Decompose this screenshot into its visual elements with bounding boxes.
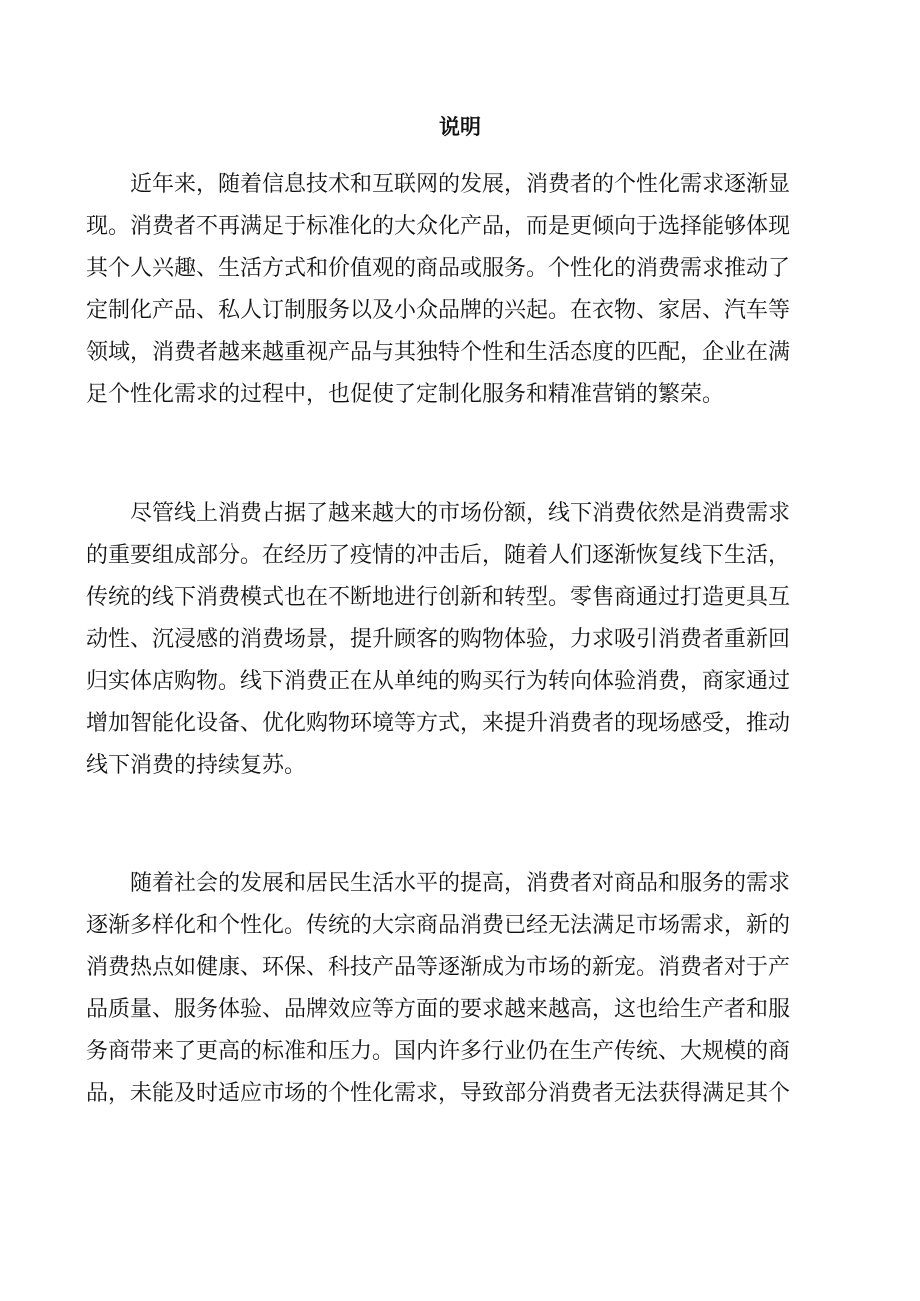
paragraph-line: 增加智能化设备、优化购物环境等方式，来提升消费者的现场感受，推动 — [86, 711, 791, 736]
paragraph-line: 其个人兴趣、生活方式和价值观的商品或服务。个性化的消费需求推动了 — [86, 256, 791, 281]
paragraph-line: 线下消费的持续复苏。 — [86, 753, 307, 778]
paragraph-line: 逐渐多样化和个性化。传统的大宗商品消费已经无法满足市场需求，新的 — [86, 913, 791, 938]
paragraph-line: 现。消费者不再满足于标准化的大众化产品，而是更倾向于选择能够体现 — [86, 214, 791, 239]
paragraph-line: 品，未能及时适应市场的个性化需求，导致部分消费者无法获得满足其个 — [86, 1081, 791, 1106]
paragraph-1 — [86, 164, 828, 416]
paragraph-line: 归实体店购物。线下消费正在从单纯的购买行为转向体验消费，商家通过 — [86, 669, 791, 694]
paragraph-line: 传统的线下消费模式也在不断地进行创新和转型。零售商通过打造更具互 — [86, 585, 791, 610]
paragraph-line: 足个性化需求的过程中，也促使了定制化服务和精准营销的繁荣。 — [86, 382, 725, 407]
paragraph-line: 的重要组成部分。在经历了疫情的冲击后，随着人们逐渐恢复线下生活， — [86, 543, 791, 568]
paragraph-line: 品质量、服务体验、品牌效应等方面的要求越来越高，这也给生产者和服 — [86, 997, 791, 1022]
paragraph-line: 动性、沉浸感的消费场景，提升顾客的购物体验，力求吸引消费者重新回 — [86, 627, 791, 652]
paragraph-2 — [86, 493, 828, 787]
paragraph-3 — [86, 863, 828, 1115]
paragraph-line: 消费热点如健康、环保、科技产品等逐渐成为市场的新宠。消费者对于产 — [86, 955, 791, 980]
paragraph-line: 近年来，随着信息技术和互联网的发展，消费者的个性化需求逐渐显 — [130, 172, 791, 197]
paragraph-line: 领域，消费者越来越重视产品与其独特个性和生活态度的匹配，企业在满 — [86, 340, 791, 365]
paragraph-line: 尽管线上消费占据了越来越大的市场份额，线下消费依然是消费需求 — [130, 501, 791, 526]
paragraph-line: 定制化产品、私人订制服务以及小众品牌的兴起。在衣物、家居、汽车等 — [86, 298, 791, 323]
paragraph-line: 随着社会的发展和居民生活水平的提高，消费者对商品和服务的需求 — [130, 871, 791, 896]
paragraph-line: 务商带来了更高的标准和压力。国内许多行业仍在生产传统、大规模的商 — [86, 1039, 791, 1064]
document-title: 说明 — [439, 114, 481, 139]
